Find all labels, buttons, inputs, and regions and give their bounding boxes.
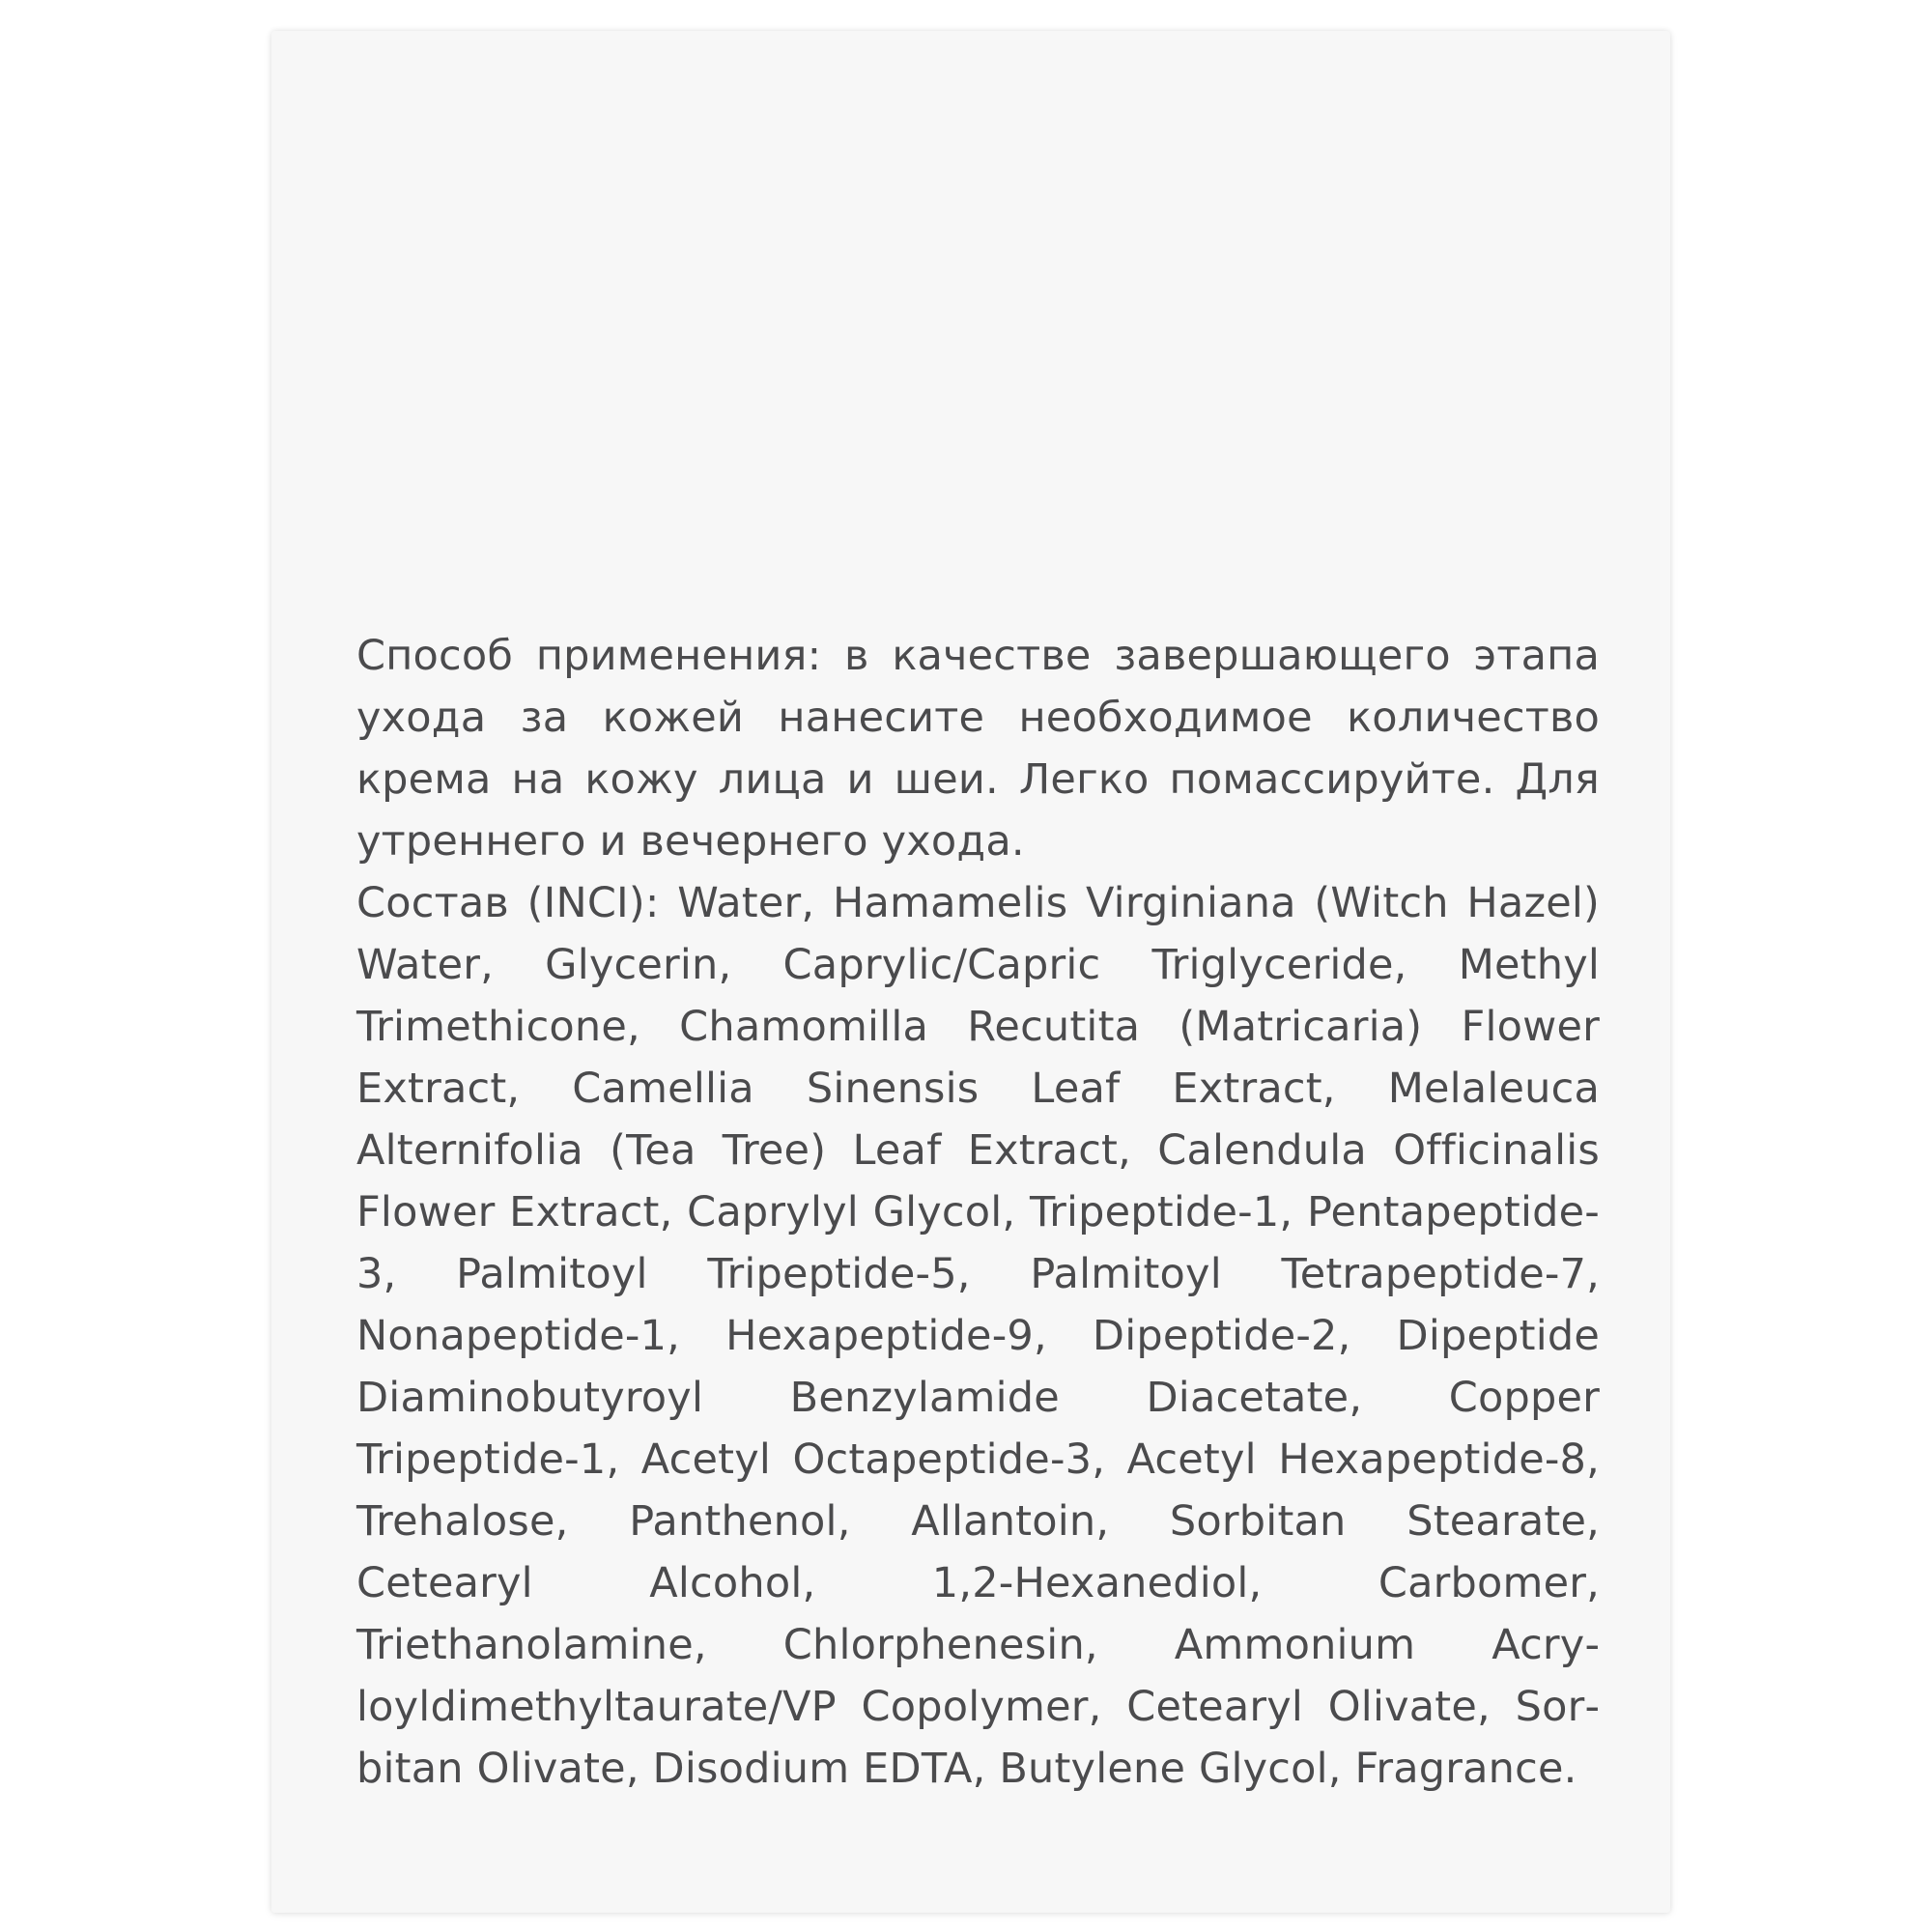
- label-text-block: [356, 625, 1600, 1800]
- product-label-card: [271, 31, 1670, 1913]
- ingredients-list: Состав (INCI): Water, Hamamelis Virginiana (Witch Hazel) Water, Glycerin, Caprylic/Capric Triglyceride, Methyl Trimethicone, Chamomilla Recutita (Matricaria) Flower Extract, Camellia Sinensis Leaf Extract, Melaleuca Alternifolia (Tea Tree) Leaf Extract, Calendula Officinalis Flower Extract, Caprylyl Glycol, Tripeptide-1, Pentapeptide-3, Palmitoyl Tripeptide-5, Palmitoyl Tetrapeptide-7, Nonapeptide-1, Hexapeptide-9, Dipeptide-2, Dipeptide Diaminobutyroyl Benzylamide Diacetate, Copper Tripeptide-1, Acetyl Octapeptide-3, Acetyl Hexapeptide-8, Trehalose, Panthenol, Allantoin, Sorbitan Stearate, Cetearyl Alcohol, 1,2-Hexanediol, Carbomer, Triethanolamine, Chlorphenesin, Ammonium Acryloyldimethyltaurate/VP Copolymer, Cetearyl Olivate, Sorbitan Olivate, Disodium EDTA, Butylene Glycol, Fragrance.: [356, 879, 1600, 1793]
- usage-instructions: Способ применения: в качестве завершающего этапа ухода за кожей нанесите необходимое количество крема на кожу лица и шеи. Легко помассируйте. Для утреннего и вечернего ухода.: [356, 632, 1600, 866]
